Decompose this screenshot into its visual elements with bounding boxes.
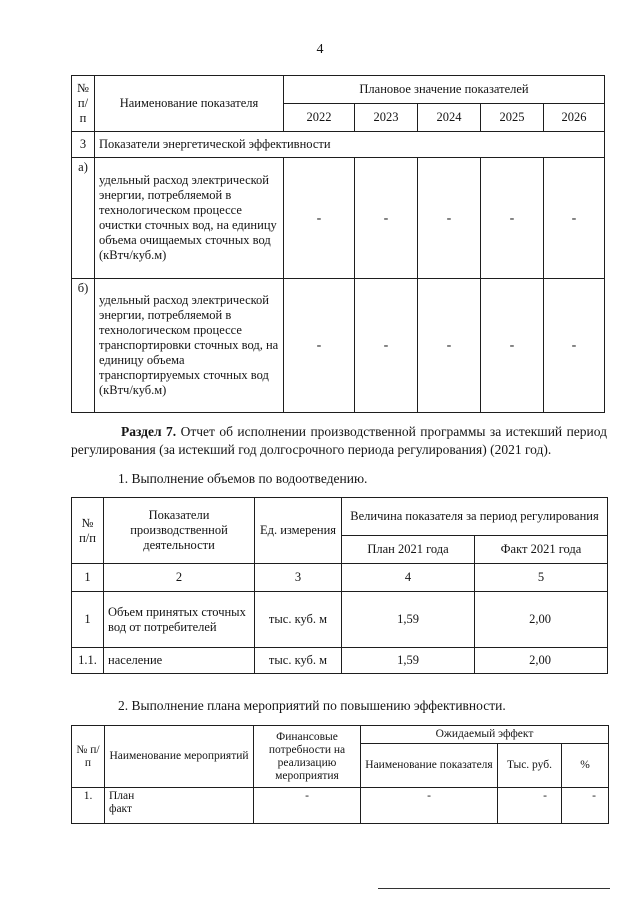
index-cell: 5 [475, 564, 608, 592]
finance-value: - [254, 788, 361, 824]
col-name-header: Наименование показателя [95, 76, 284, 132]
effect-name-value: - [361, 788, 498, 824]
row-num: 1 [72, 592, 104, 648]
indicator-name: Объем принятых сточных вод от потребителей [104, 592, 255, 648]
value-cell: - [355, 158, 418, 279]
col-effect-rub-header: Тыс. руб. [498, 744, 562, 788]
col-effect-pct-header: % [562, 744, 609, 788]
index-cell: 3 [255, 564, 342, 592]
effect-rub-value: - [498, 788, 562, 824]
col-indicator-header: Показатели производственной деятельности [104, 498, 255, 564]
index-cell: 4 [342, 564, 475, 592]
value-cell: - [481, 158, 544, 279]
year-header: 2024 [418, 104, 481, 132]
unit-cell: тыс. куб. м [255, 592, 342, 648]
section-num: 3 [72, 132, 95, 158]
col-unit-header: Ед. измерения [255, 498, 342, 564]
measures-table [71, 725, 609, 824]
value-cell: - [544, 279, 605, 413]
value-cell: - [284, 279, 355, 413]
row-num: а) [72, 158, 95, 279]
row-num: 1.1. [72, 648, 104, 674]
col-value-header: Величина показателя за период регулирования [342, 498, 608, 536]
page-number: 4 [316, 42, 324, 57]
value-cell: - [284, 158, 355, 279]
indicator-name: население [104, 648, 255, 674]
col-num-header: № п/п [72, 726, 105, 788]
value-cell: - [544, 158, 605, 279]
effect-pct-value: - [562, 788, 609, 824]
footer-divider [378, 888, 610, 889]
plan-label: План [109, 790, 135, 802]
fact-value: 2,00 [475, 648, 608, 674]
fact-value: 2,00 [475, 592, 608, 648]
index-cell: 2 [104, 564, 255, 592]
section-7-heading [71, 423, 607, 459]
col-plan-header: План 2021 года [342, 536, 475, 564]
year-header: 2022 [284, 104, 355, 132]
col-name-header: Наименование мероприятий [105, 726, 254, 788]
col-finance-header: Финансовые потребности на реализацию мероприятия [254, 726, 361, 788]
value-cell: - [418, 158, 481, 279]
row-num: б) [72, 279, 95, 413]
year-header: 2025 [481, 104, 544, 132]
unit-cell: тыс. куб. м [255, 648, 342, 674]
section-title: Показатели энергетической эффективности [95, 132, 605, 158]
measure-name [105, 788, 254, 824]
item-2-heading: 2. Выполнение плана мероприятий по повышению эффективности. [118, 698, 506, 713]
col-effect-header: Ожидаемый эффект [361, 726, 609, 744]
value-cell: - [481, 279, 544, 413]
section-7-text: Отчет об исполнении производственной программы за истекший период регулирования (за истекший год долгосрочного периода регулирования) (2021 год). [71, 424, 608, 457]
col-num-header: № п/п [72, 76, 95, 132]
index-cell: 1 [72, 564, 104, 592]
value-cell: - [355, 279, 418, 413]
indicator-name: удельный расход электрической энергии, потребляемой в технологическом процессе транспортировки сточных вод, на единицу объема транспортируемых сточных вод (кВтч/куб.м) [95, 279, 284, 413]
section-7-label: Раздел 7. [121, 424, 177, 439]
col-fact-header: Факт 2021 года [475, 536, 608, 564]
col-effect-name-header: Наименование показателя [361, 744, 498, 788]
fact-label: факт [109, 803, 133, 815]
row-num: 1. [72, 788, 105, 824]
value-cell: - [418, 279, 481, 413]
indicator-name: удельный расход электрической энергии, потребляемой в технологическом процессе очистки сточных вод, на единицу объема очищаемых сточных вод (кВтч/куб.м) [95, 158, 284, 279]
plan-value: 1,59 [342, 648, 475, 674]
item-1-heading: 1. Выполнение объемов по водоотведению. [118, 471, 368, 486]
year-header: 2026 [544, 104, 605, 132]
col-plan-header: Плановое значение показателей [284, 76, 605, 104]
col-num-header: № п/п [72, 498, 104, 564]
indicators-table [71, 75, 605, 413]
volumes-table [71, 497, 608, 674]
plan-value: 1,59 [342, 592, 475, 648]
year-header: 2023 [355, 104, 418, 132]
